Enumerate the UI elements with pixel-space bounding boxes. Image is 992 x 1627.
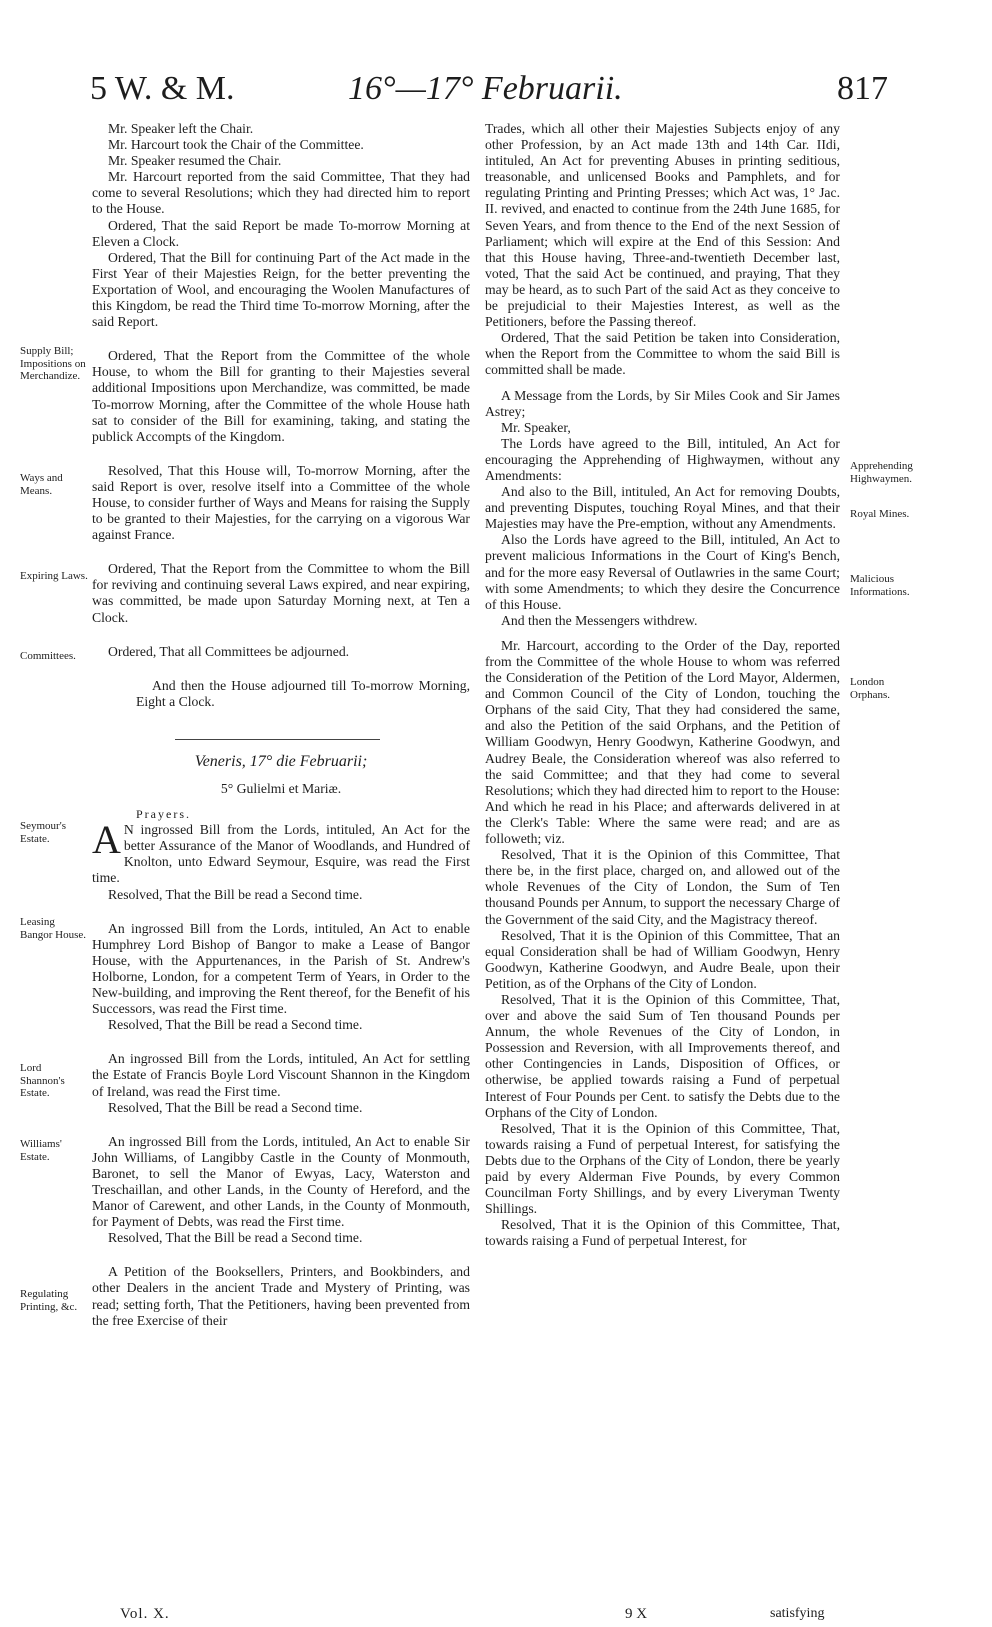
- paragraph: The Lords have agreed to the Bill, intituled, An Act for encouraging the Apprehending of Highwaymen, without any Amendments:: [485, 435, 840, 483]
- paragraph: And also to the Bill, intituled, An Act for removing Doubts, and preventing Disputes, touching Royal Mines, and that their Majesties may have the Pre-emption, without any Amendments.: [485, 484, 840, 532]
- paragraph: Resolved, That it is the Opinion of this Committee, That, towards raising a Fund of perpetual Interest, for satisfying the Debts due to the Orphans of the City of London, there be yearly paid by every Alderman Five Pounds, by every Common Councilman Forty Shillings, and by every Liveryman Twenty Shillings.: [485, 1120, 840, 1217]
- paragraph: Ordered, That the Bill for continuing Part of the Act made in the First Year of their Majesties Reign, for the better preventing the Exportation of Wool, and encouraging the Woolen Manufactures of this Kingdom, be read the Third time To-morrow Morning, after the said Report.: [92, 249, 470, 330]
- paragraph: An ingrossed Bill from the Lords, intituled, An Act for settling the Estate of Francis Boyle Lord Viscount Shannon in the Kingdom of Ireland, was read the First time.: [92, 1051, 470, 1099]
- paragraph: And then the Messengers withdrew.: [501, 612, 698, 628]
- margin-note-highwaymen: Apprehending Highwaymen.: [850, 460, 913, 485]
- margin-note-orphans: London Orphans.: [850, 676, 891, 701]
- paragraph: Mr. Harcourt reported from the said Committee, That they had come to several Resolutions; which they had directed him to report to the House.: [92, 169, 470, 217]
- signature-mark: 9 X: [625, 1606, 648, 1622]
- paragraph: Ordered, That the Report from the Committee of the whole House, to whom the Bill for granting to their Majesties several additional Impositions upon Merchandize, was committed, be made To-morrow Morning, after the Committee of the whole House hath sat to consider of the Bill for examining, taking, and stating the publick Accompts of the Kingdom.: [92, 348, 470, 444]
- date-heading: Veneris, 17° die Februarii;: [194, 753, 368, 770]
- margin-note-informations: Malicious Informations.: [850, 573, 910, 598]
- paragraph: A N ingrossed Bill from the Lords, intituled, An Act for the better Assurance of the Manor of Woodlands, and Hundred of Knolton, unto Edward Seymour, Esquire, was read the First time.: [92, 817, 470, 886]
- paragraph: Mr. Speaker,: [501, 419, 571, 435]
- volume-label: Vol. X.: [120, 1606, 170, 1622]
- paragraph: Mr. Speaker resumed the Chair.: [108, 153, 282, 169]
- paragraph: Trades, which all other their Majesties Subjects enjoy of any other Profession, by an Act made 13th and 14th Car. IIdi, intituled, An Act for preventing Abuses in printing seditious, treasonable, and unlicensed Books and Pamphlets, and for regulating Printing and Printing Presses; which Act was, 1° Jac. II. revived, and enacted to continue from the 24th June 1685, for Seven Years, and from thence to the End of the next Session of Parliament; which will expire at the End of this Session: And that this House having, Three-and-twentieth December last, voted, That the said Act be continued, and praying, That they may be heard, as to such Part of the said Act as they conceive to be prejudicial to their Majesties Interest, as well as the Petitioners, before the Passing thereof.: [485, 121, 840, 330]
- running-head-regnal: 5 W. & M.: [90, 70, 235, 107]
- paragraph: A Message from the Lords, by Sir Miles Cook and Sir James Astrey;: [485, 387, 840, 419]
- section-divider: [175, 739, 380, 740]
- margin-note-bangor: Leasing Bangor House.: [20, 916, 86, 941]
- margin-note-ways: Ways and Means.: [20, 472, 63, 497]
- paragraph: Mr. Speaker left the Chair.: [108, 121, 254, 136]
- paragraph: An ingrossed Bill from the Lords, intituled, An Act to enable Humphrey Lord Bishop of Bangor to make a Lease of Bangor House, with the Appurtenances, in the Parish of St. Andrew's Holborne, London, for a competent Term of Years, in Order to the New-building, and improving the Rent thereof, for the Benefit of his Successors, was read the First time.: [92, 920, 470, 1017]
- paragraph: Mr. Harcourt took the Chair of the Committee.: [108, 137, 364, 153]
- paragraph: Resolved, That the Bill be read a Second time.: [108, 886, 363, 902]
- paragraph: Ordered, That the said Petition be taken into Consideration, when the Report from the Committee to whom the said Bill is committed shall be made.: [485, 330, 840, 378]
- margin-note-printing: Regulating Printing, &c.: [20, 1288, 78, 1313]
- margin-note-supply: Supply Bill; Impositions on Merchandize.: [20, 345, 86, 382]
- margin-note-seymour: Seymour's Estate.: [20, 820, 66, 845]
- left-column: [92, 121, 470, 710]
- margin-note-expiring: Expiring Laws.: [20, 570, 88, 582]
- paragraph: Ordered, That the said Report be made To-morrow Morning at Eleven a Clock.: [92, 217, 470, 249]
- right-column: [485, 121, 840, 1249]
- paragraph: Ordered, That all Committees be adjourned.: [108, 643, 350, 659]
- margin-note-shannon: Lord Shannon's Estate.: [20, 1062, 65, 1099]
- margin-note-williams: Williams' Estate.: [20, 1138, 62, 1163]
- regnal-year: 5° Gulielmi et Mariæ.: [220, 781, 342, 796]
- paragraph: Resolved, That it is the Opinion of this Committee, That there be, in the first place, charged on, and allowed out of the whole Revenues of the City of London, the Sum of Ten thousand Pounds per Annum, to support the necessary Charge of the Government of the said City, and the Magistracy thereof.: [485, 847, 840, 927]
- paragraph: Resolved, That the Bill be read a Second time.: [108, 1017, 363, 1033]
- drop-capital: A: [92, 817, 121, 863]
- margin-note-mines: Royal Mines.: [850, 508, 910, 520]
- paragraph: A Petition of the Booksellers, Printers, and Bookbinders, and other Dealers in the ancient Trade and Mystery of Printing, was read; setting forth, That the Petitioners, having been prevented from the free Exercise of their: [92, 1264, 470, 1328]
- paragraph: An ingrossed Bill from the Lords, intituled, An Act to enable Sir John Williams, of Langibby Castle in the County of Monmouth, Baronet, to sell the Manor of Ewyas, Lacy, Waterston and Treschaillan, and other Lands, in the County of Hereford, and the Manor of Carewent, and other Lands, in the County of Monmouth, for Payment of Debts, was read the First time.: [92, 1133, 470, 1230]
- page-number: 817: [837, 70, 888, 107]
- paragraph: Resolved, That it is the Opinion of this Committee, That an equal Consideration shall be had of William Goodwyn, Henry Goodwyn, Katherine Goodwyn, and Audre Beale, upon their Petition, as of the Orphans of the City of London.: [485, 927, 840, 991]
- prayers-heading: Prayers.: [136, 807, 191, 822]
- paragraph: Resolved, That the Bill be read a Second time.: [108, 1099, 363, 1115]
- paragraph: Also the Lords have agreed to the Bill, intituled, An Act to prevent malicious Informations in the Court of King's Bench, and for the more easy Reversal of Outlawries in the same Court; with some Amendments; to which they desire the Concurrence of this House.: [485, 532, 840, 612]
- margin-note-committees: Committees.: [20, 650, 76, 662]
- paragraph: Ordered, That the Report from the Committee to whom the Bill for reviving and continuing several Laws expired, and near expiring, was committed, be made upon Saturday Morning next, at Ten a Clock.: [92, 561, 470, 625]
- left-column-day: [92, 752, 470, 1329]
- paragraph: Resolved, That it is the Opinion of this Committee, That, over and above the said Sum of Ten thousand Pounds per Annum, the whole Revenues of the City of London, in Possession and Reversion, with all Improvements thereof, and other Contingencies in Lands, Disposition of Offices, or otherwise, be applied towards raising a Fund of perpetual Interest of Four Pounds per Cent. to satisfy the Debts due to the Orphans of the City of London.: [485, 991, 840, 1120]
- paragraph: Resolved, That the Bill be read a Second time.: [108, 1230, 363, 1246]
- paragraph: Mr. Harcourt, according to the Order of the Day, reported from the Committee of the whole House to whom was referred the Consideration of the Petition of the Lord Mayor, Aldermen, and Common Council of the City of London, touching the Orphans of the said City, That they had considered the same, and also the Petition of the said Orphans, and the Petition of William Goodwyn, Henry Goodwyn, Katherine Goodwyn, and Audrey Beale, the Consideration whereof was also referred to the said Committee; and that they had come to several Resolutions; which they had directed him to report to the House: And which he read in his Place; and afterwards delivered in at the Clerk's Table: Where the same were read; and are as followeth; viz.: [485, 637, 840, 847]
- paragraph: Resolved, That it is the Opinion of this Committee, That, towards raising a Fund of perpetual Interest, for: [485, 1217, 840, 1249]
- running-head-date: 16°—17° Februarii.: [348, 70, 623, 107]
- paragraph: And then the House adjourned till To-morrow Morning, Eight a Clock.: [136, 677, 470, 709]
- paragraph: Resolved, That this House will, To-morrow Morning, after the said Report is over, resolve itself into a Committee of the whole House, to consider further of Ways and Means for raising the Supply to be granted to their Majesties, for the carrying on a vigorous War against France.: [92, 462, 470, 543]
- catchword: satisfying: [770, 1606, 825, 1621]
